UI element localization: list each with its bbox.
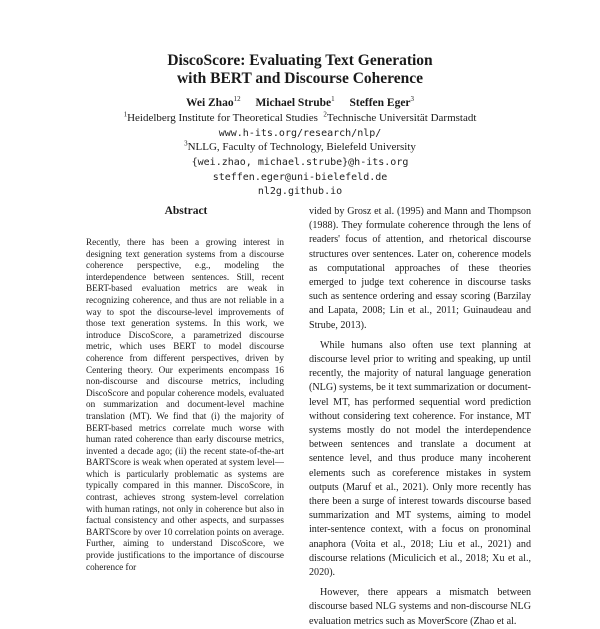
affiliation-2: $^3$NLLG, Faculty of Technology, Bielefeld University (184, 139, 416, 153)
abstract-heading: Abstract (164, 205, 208, 217)
url-nllg[interactable]: nl2g.github.io (257, 186, 343, 197)
author-1: Wei Zhao$^{12}$ (185, 95, 241, 109)
affiliation-1: $^1$Heidelberg Institute for Theoretical Studies $^2$Technische Universität Darmstadt (123, 110, 477, 124)
paragraph-2: While humans also often use text planning at discourse level prior to writing and speaking, up until recently, the majority of natural language generation (NLG) systems, be it text summarization or document-level MT, has performed sequential word prediction without considering text coherence. For instance, MT systems mostly do not model the interdependence between sentences and translate a document at sentence level, and thus produce many incoherent elements such as coreference mistakes in system outputs (Maruf et al., 2021). Only more recently has there been a surge of interest towards discourse based summarization and MT systems, aiming to model inter-sentence context, with a focus on pronominal anaphora (Voita et al., 2018; Liu et al., 2021) and discourse relations (Miculicich et al., 2018; Xu et al., 2020). (309, 339, 531, 579)
abstract-body: Recently, there has been a growing interest in designing text generation systems from a discourse coherence perspective, e.g., modeling the interdependence between sentences. Still, recent BERT-based evaluation metrics are weak in recognizing coherence, and thus are not reliable in a way to spot the discourse-level improvements of those text generation systems. In this work, we introduce DiscoScore, a parametrized discourse metric, which uses BERT to model discourse coherence from different perspectives, driven by Centering theory. Our experiments encompass 16 non-discourse and discourse metrics, including DiscoScore and popular coherence models, evaluated on summarization and document-level machine translation (MT). We find that (i) the majority of BERT-based metrics correlate much worse with human rated coherence than early discourse metrics, invented a decade ago; (ii) the recent state-of-the-art BARTScore is weak when operated at system level—which is particularly problematic as systems are typically compared in this manner. DiscoScore, in contrast, achieves strong system-level correlation with human ratings, not only in coherence but also in factual consistency and other aspects, and surpasses BARTScore by over 10 correlation points on average. Further, aiming to understand DiscoScore, we provide justifications to the importance of discourse coherence for (86, 237, 284, 572)
url-hits[interactable]: www.h-its.org/research/nlp/ (218, 128, 382, 139)
title-line-2: with BERT and Discourse Coherence (176, 70, 424, 87)
author-3: Steffen Eger$^3$ (349, 95, 415, 109)
paragraph-3: However, there appears a mismatch between discourse based NLG systems and non-discourse NLG evaluation metrics such as MoverScore (Zhao et al. (309, 587, 531, 627)
email-bielefeld[interactable]: steffen.eger@uni-bielefeld.de (212, 172, 388, 183)
paragraph-1: vided by Grosz et al. (1995) and Mann and Thompson (1988). They formulate coherence through the lens of readers' focus of attention, and rhetorical discourse structures over sentences. Later on, coherence models as computational approaches of these theories emerged to judge text coherence in discourse tasks such as sentence ordering and essay scoring (Barzilay and Lapata, 2008; Lin et al., 2011; Guinaudeau and Strube, 2013). (309, 206, 531, 331)
title-line-1: DiscoScore: Evaluating Text Generation (167, 52, 433, 69)
introduction-column (309, 205, 531, 627)
email-hits[interactable]: {wei.zhao, michael.strube}@h-its.org (191, 157, 409, 168)
author-list (0, 96, 600, 110)
author-2: Michael Strube$^1$ (255, 95, 335, 109)
paper-title (0, 52, 600, 88)
